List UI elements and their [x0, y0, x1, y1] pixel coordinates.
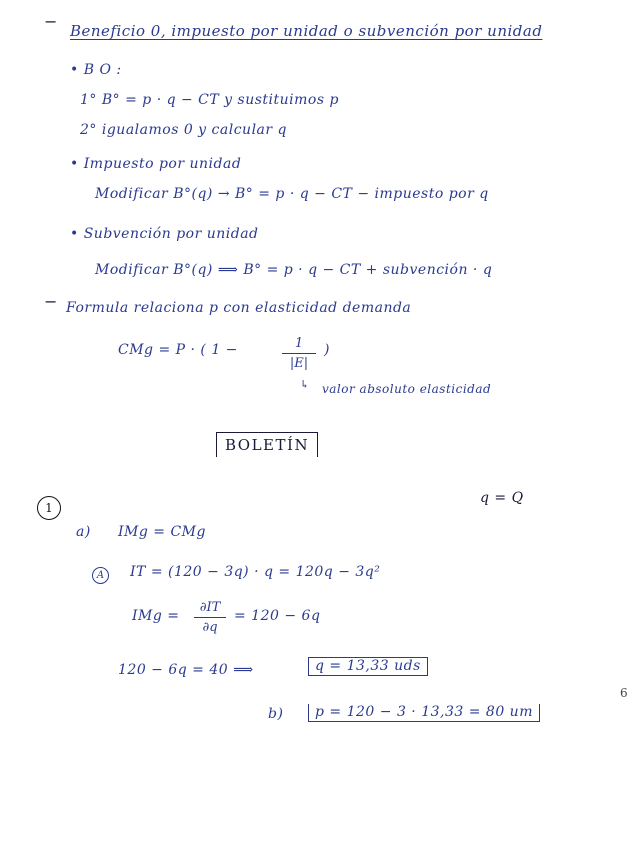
answer-p-box: p = 120 − 3 · 13,33 = 80 um	[308, 704, 540, 722]
note-valor-absoluto: valor absoluto elasticidad	[322, 382, 492, 396]
derivative-numerator: ∂IT	[199, 600, 221, 615]
bullet-dash: −	[44, 12, 58, 31]
fraction-numerator: 1	[294, 336, 304, 351]
subpart-marker: A	[92, 567, 109, 584]
margin-mark: 6	[620, 686, 629, 700]
fraction-denominator: |E|	[289, 356, 309, 371]
heading-beneficio: Beneficio 0, impuesto por unidad o subvención por unidad	[70, 22, 543, 40]
line-step-1: 1° B° = p · q − CT y sustituimos p	[80, 92, 339, 108]
label-a: a)	[76, 524, 91, 540]
boletin-title: BOLETÍN	[216, 432, 318, 457]
line-img-cmg: IMg = CMg	[118, 524, 206, 540]
line-bo: • B O :	[70, 62, 122, 78]
line-step-2: 2° igualamos 0 y calcular q	[80, 122, 287, 138]
formula-fraction	[282, 336, 316, 371]
img-result: = 120 − 6q	[234, 608, 321, 624]
bullet-dash: −	[44, 292, 58, 311]
line-subvencion: • Subvención por unidad	[70, 226, 259, 242]
line-formula: Formula relaciona p con elasticidad demanda	[66, 300, 412, 316]
line-impuesto: • Impuesto por unidad	[70, 156, 242, 172]
formula-close: )	[324, 342, 330, 358]
answer-q-box: q = 13,33 uds	[308, 657, 428, 676]
line-modificar-subvencion: Modificar B°(q) ⟹ B° = p · q − CT + subvención · q	[95, 262, 493, 278]
formula-cmg: CMg = P · ( 1 −	[118, 342, 238, 358]
derivative-denominator: ∂q	[202, 620, 218, 635]
note-arrow: ↳	[300, 378, 310, 391]
img-label: IMg =	[132, 608, 180, 624]
derivative-fraction	[194, 600, 226, 635]
label-b: b)	[268, 706, 284, 722]
exercise-number: 1	[37, 496, 61, 520]
note-q-equals: q = Q	[480, 490, 524, 506]
line-it: IT = (120 − 3q) · q = 120q − 3q²	[130, 564, 381, 580]
line-modificar-impuesto: Modificar B°(q) → B° = p · q − CT − impuesto por q	[95, 186, 489, 202]
line-equation: 120 − 6q = 40 ⟹	[118, 662, 254, 678]
